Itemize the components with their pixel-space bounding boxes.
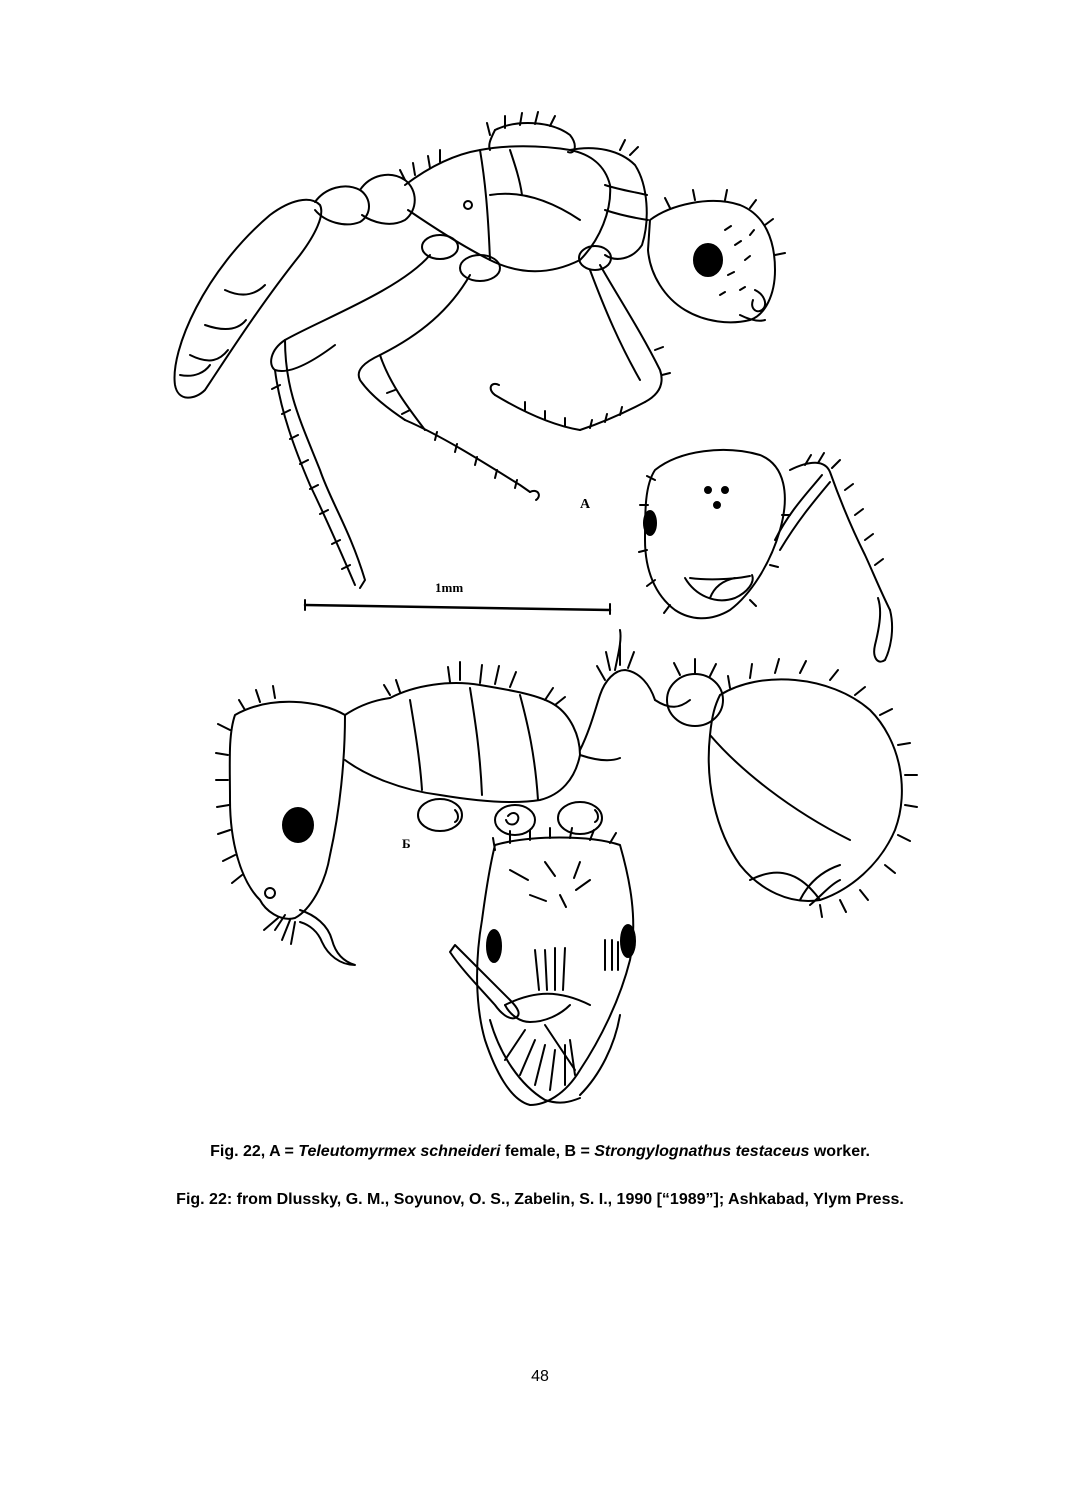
figure-a-ant-lateral [175, 112, 785, 588]
caption-species-b: Strongylognathus testaceus [594, 1143, 810, 1160]
ant-illustration-figure [150, 110, 930, 1120]
figure-a-head-frontal [639, 450, 892, 662]
figure-a-label: A [580, 497, 591, 512]
caption-species-a: Teleutomyrmex schneideri [298, 1143, 501, 1160]
page-number: 48 [531, 1368, 549, 1385]
caption-middle: female, B = [500, 1143, 595, 1160]
ant-line-drawing [150, 110, 930, 1120]
figure-caption [0, 1142, 1080, 1162]
caption-suffix: worker. [809, 1143, 870, 1160]
figure-b-ant-lateral [216, 630, 917, 965]
scale-bar-label: 1mm [435, 580, 464, 595]
figure-b-head-frontal [450, 828, 635, 1105]
scale-bar [305, 580, 610, 614]
figure-b-label: Б [402, 836, 411, 851]
caption-prefix: Fig. 22, A = [210, 1143, 299, 1160]
figure-source-citation: Fig. 22: from Dlussky, G. M., Soyunov, O. S., Zabelin, S. I., 1990 [“1989”]; Ashkabad, Ylym Press. [176, 1191, 904, 1208]
